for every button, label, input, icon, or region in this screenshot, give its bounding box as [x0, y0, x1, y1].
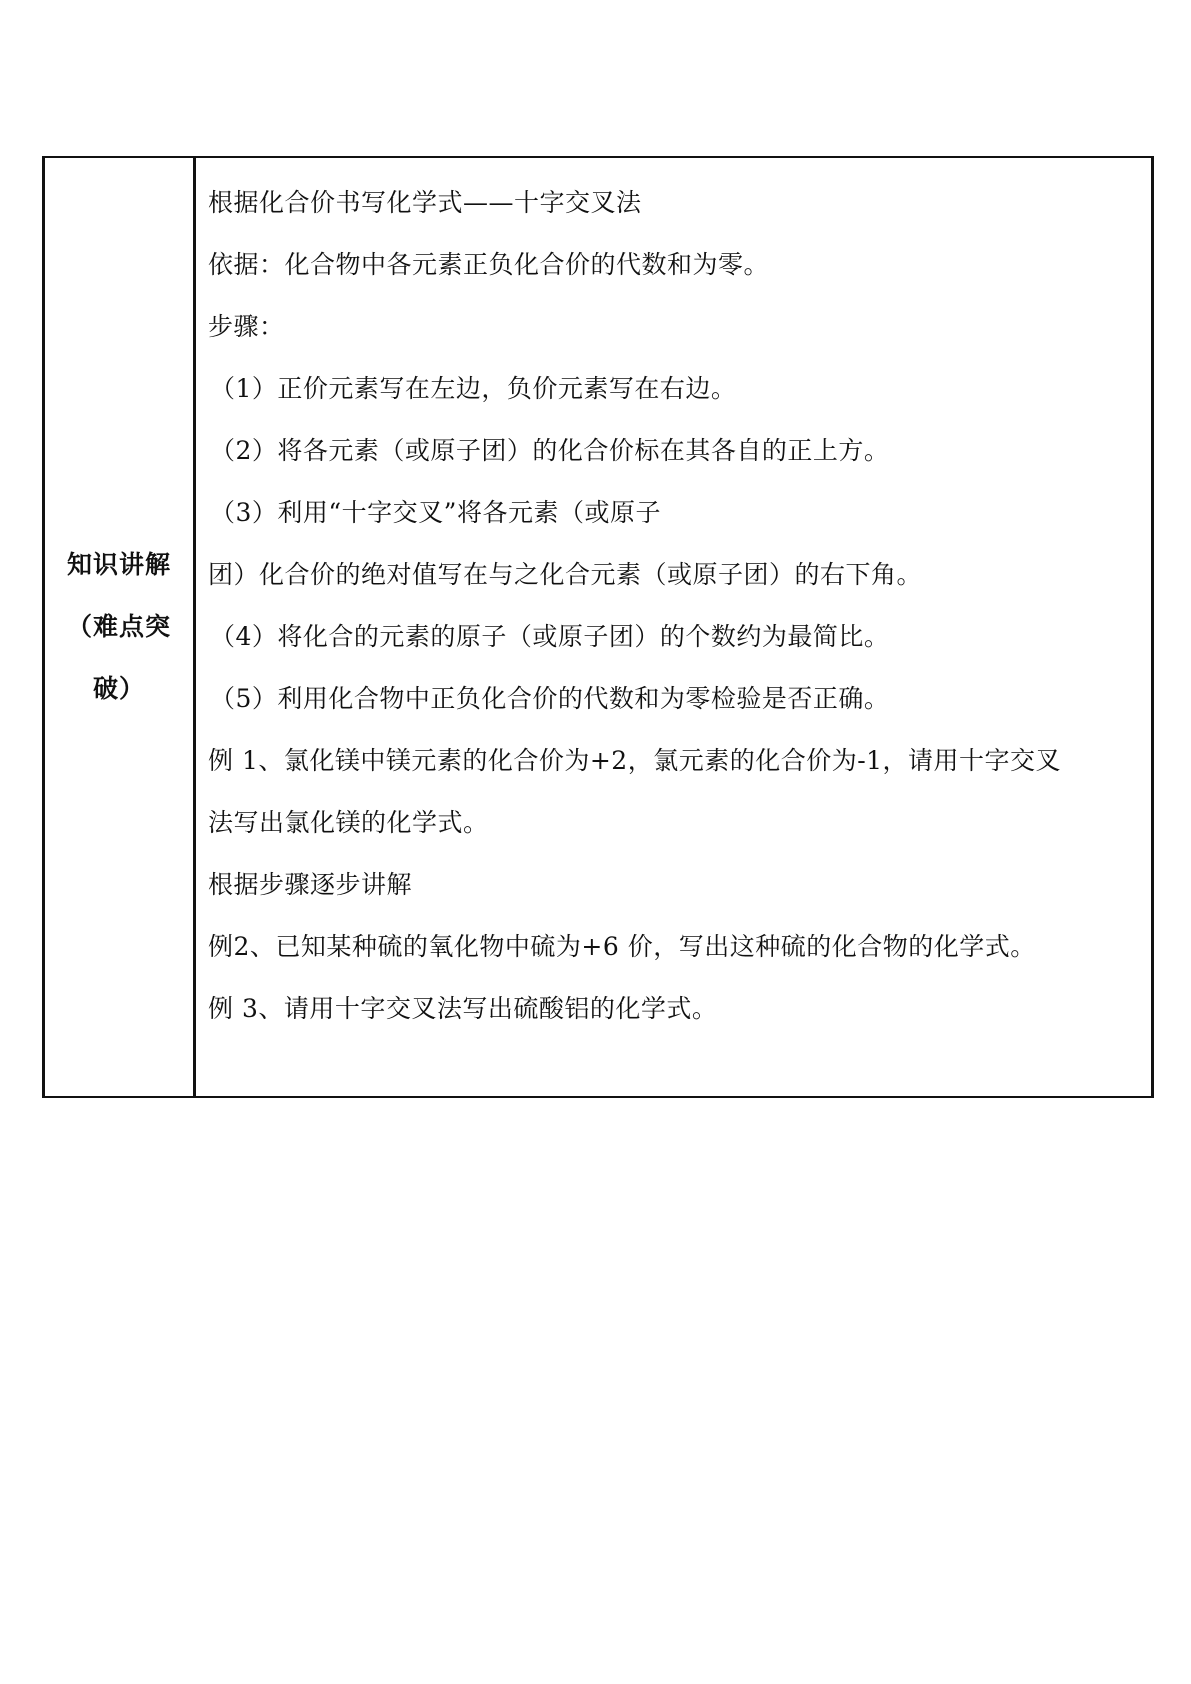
steps-heading: 步骤：: [208, 312, 285, 341]
lesson-content: [196, 158, 1151, 1040]
step-3-part-2: 团）化合价的绝对值写在与之化合元素（或原子团）的右下角。: [208, 560, 923, 589]
section-label-cell: [44, 157, 195, 1097]
section-label-line-2: （难点突: [66, 612, 171, 641]
lesson-table: [42, 156, 1154, 1098]
explanation-note: 根据步骤逐步讲解: [208, 870, 413, 899]
step-2: （2）将各元素（或原子团）的化合价标在其各自的正上方。: [210, 436, 890, 465]
example-1-part-1: 例 1、氯化镁中镁元素的化合价为+2，氯元素的化合价为-1，请用十字交叉: [208, 746, 1062, 775]
section-label: [58, 534, 180, 720]
step-5: （5）利用化合物中正负化合价的代数和为零检验是否正确。: [210, 684, 890, 713]
step-4: （4）将化合的元素的原子（或原子团）的个数约为最简比。: [210, 622, 890, 651]
lesson-title: 根据化合价书写化学式——十字交叉法: [208, 188, 642, 217]
content-cell: [195, 157, 1153, 1097]
section-label-line-1: 知识讲解: [66, 550, 171, 579]
example-1-part-2: 法写出氯化镁的化学式。: [208, 808, 489, 837]
basis-text: 依据：化合物中各元素正负化合价的代数和为零。: [208, 250, 770, 279]
step-1: （1）正价元素写在左边，负价元素写在右边。: [210, 374, 737, 403]
section-label-line-3: 破）: [92, 674, 145, 703]
step-3-part-1: （3）利用“十字交叉”将各元素（或原子: [210, 498, 661, 527]
table-row: [44, 157, 1153, 1097]
example-3: 例 3、请用十字交叉法写出硫酸铝的化学式。: [208, 994, 718, 1023]
example-2: 例2、已知某种硫的氧化物中硫为+6 价，写出这种硫的化合物的化学式。: [208, 932, 1036, 961]
